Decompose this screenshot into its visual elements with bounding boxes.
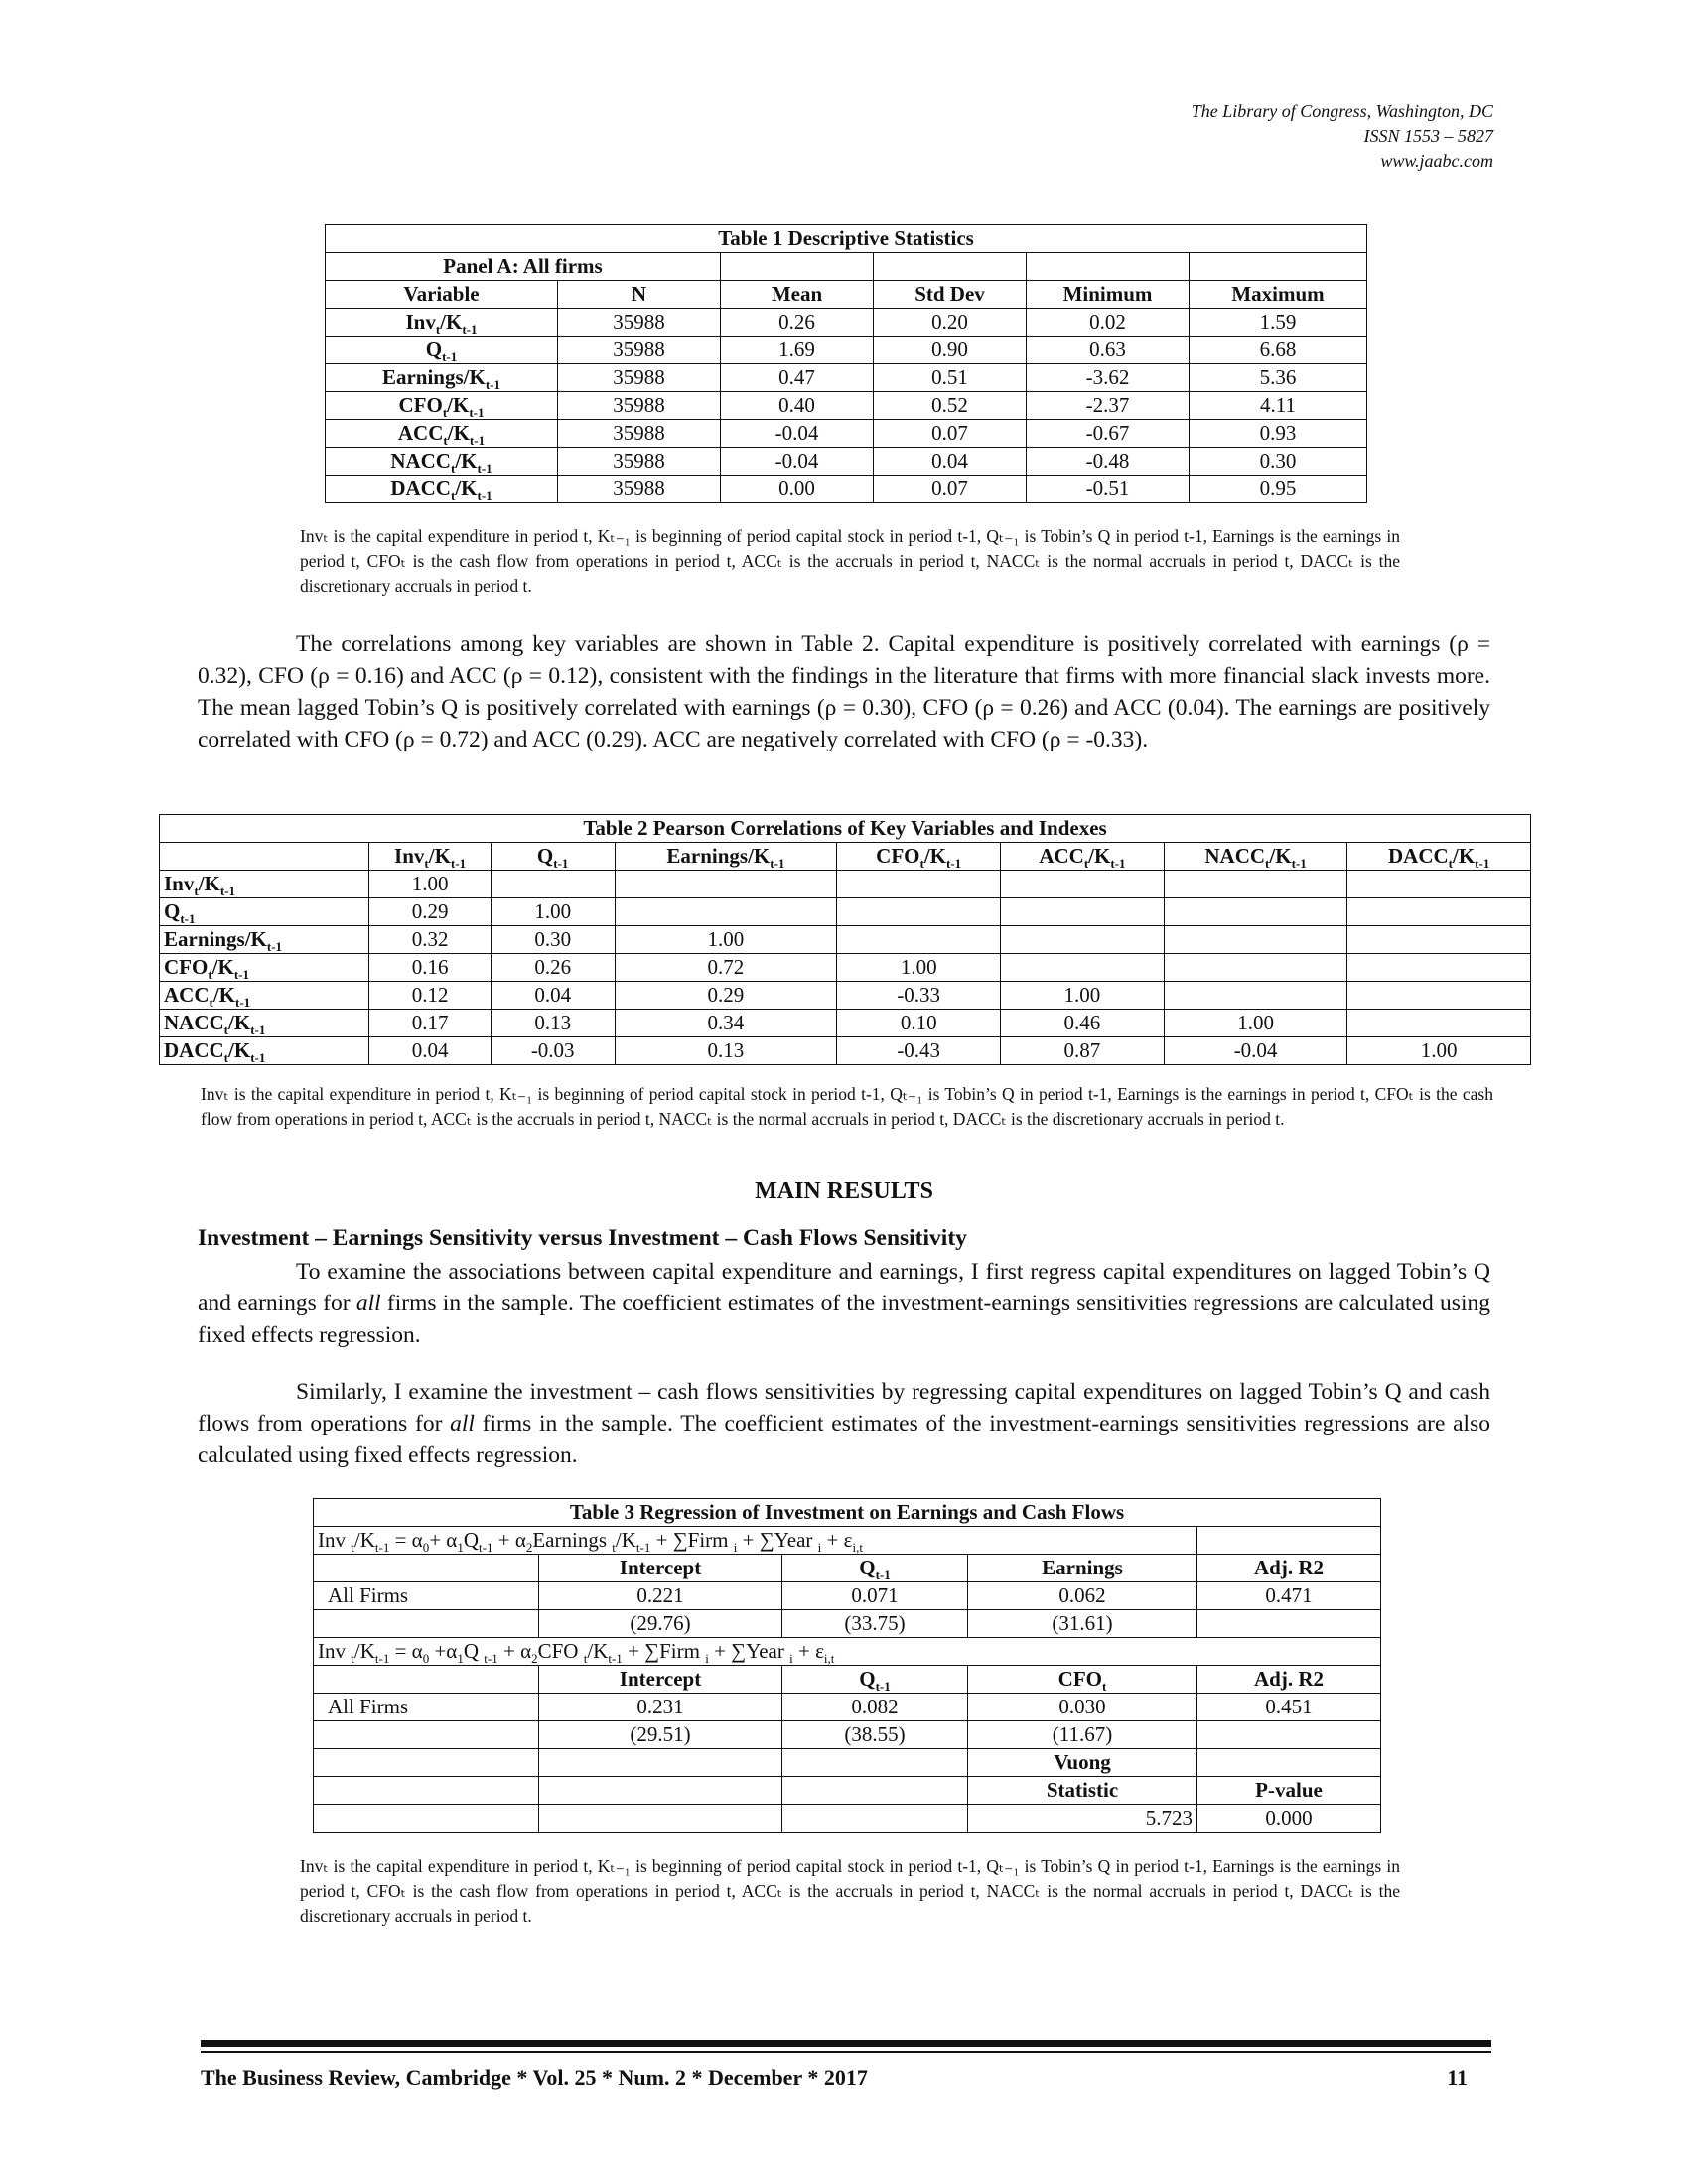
t3-cell: 0.471 <box>1197 1582 1381 1610</box>
footer-journal: The Business Review, Cambridge * Vol. 25 * Num. 2 * December * 2017 <box>201 2065 868 2090</box>
table-1-cell: 35988 <box>558 420 721 448</box>
t3-tstat: (31.61) <box>968 1610 1197 1638</box>
table-2-row-header: $ACC_t/K_{t-1}$ <box>160 982 369 1010</box>
table-row <box>326 448 1367 476</box>
para3-emphasis: all <box>450 1411 475 1436</box>
table-1-variable: $Q_{t-1}$ <box>326 337 558 364</box>
t3-row-label: All Firms <box>314 1694 539 1721</box>
table-1-cell: 1.59 <box>1190 309 1367 337</box>
table-1-cell: 0.26 <box>721 309 874 337</box>
table-1-cell: 0.30 <box>1190 448 1367 476</box>
table-row <box>160 926 1531 954</box>
table-1-cell: 35988 <box>558 392 721 420</box>
table-1-cell: -0.04 <box>721 420 874 448</box>
page-number: 11 <box>1447 2065 1468 2090</box>
t3-cell: 0.062 <box>968 1582 1197 1610</box>
table-1-cell: 0.04 <box>874 448 1027 476</box>
table-2-cell <box>1164 898 1347 926</box>
table-2-cell <box>615 871 837 898</box>
table-1-col-header: Minimum <box>1027 281 1190 309</box>
table-1-variable: Earnings/$K_{t-1}$ <box>326 364 558 392</box>
table-2-cell: 0.32 <box>369 926 492 954</box>
footer-rule-thin <box>201 2051 1491 2053</box>
table-2-cell: 0.16 <box>369 954 492 982</box>
table-2-cell <box>1164 871 1347 898</box>
table-2-cell <box>1347 982 1531 1010</box>
table-row <box>160 954 1531 982</box>
table-2-cell <box>491 871 615 898</box>
table-2-cell: 0.30 <box>491 926 615 954</box>
table-2-col-header: $Inv_t/K_{t-1}$ <box>369 843 492 871</box>
table-1-panel: Panel A: All firms <box>326 253 721 281</box>
table-row <box>160 871 1531 898</box>
table-2-row-header: $CFO_t/K_{t-1}$ <box>160 954 369 982</box>
table-2-cell <box>1001 926 1165 954</box>
table-2-cell: -0.04 <box>1164 1037 1347 1065</box>
table-2-col-header: $Q_{t-1}$ <box>491 843 615 871</box>
table-2-cell: 1.00 <box>1347 1037 1531 1065</box>
table-row <box>160 1037 1531 1065</box>
t3-cell: 0.082 <box>782 1694 968 1721</box>
journal-header <box>1192 99 1493 174</box>
table-3-equation-cfo: Inv $_t/K_{t-1} = \alpha_0 +\alpha_1Q$ $_{t-1} + \alpha_2CFO$ $_t/K_{t-1}$ + ∑Firm $_i$ + ∑Year $_i + \varepsilon_{i,t}$ <box>314 1638 1381 1666</box>
table-1-cell: 0.02 <box>1027 309 1190 337</box>
table-1-cell: 4.11 <box>1190 392 1367 420</box>
table-1-cell: 0.40 <box>721 392 874 420</box>
table-row <box>326 392 1367 420</box>
t3-cell: 0.221 <box>539 1582 782 1610</box>
table-2-cell: -0.33 <box>837 982 1001 1010</box>
table-2-pearson-correlations <box>159 814 1531 1065</box>
table-2-cell: 1.00 <box>1001 982 1165 1010</box>
table-1-cell: 35988 <box>558 448 721 476</box>
table-2-cell: -0.43 <box>837 1037 1001 1065</box>
page-footer <box>201 2065 1491 2091</box>
t3-cell: 0.030 <box>968 1694 1197 1721</box>
table-2-row-header: $NACC_t/K_{t-1}$ <box>160 1010 369 1037</box>
table-1-cell: 0.00 <box>721 476 874 503</box>
table-1-col-header: N <box>558 281 721 309</box>
para3-text-b: firms in the sample. The coefficient estimates of the investment-earnings sensitivities regressions are also calculated using fixed effects regression. <box>198 1411 1490 1468</box>
table-2-cell: 0.29 <box>615 982 837 1010</box>
table-2-col-header: $CFO_t/K_{t-1}$ <box>837 843 1001 871</box>
table-2-cell: 0.12 <box>369 982 492 1010</box>
table-2-cell <box>837 926 1001 954</box>
section-heading-main-results: MAIN RESULTS <box>755 1178 933 1204</box>
table-3-regression <box>313 1498 1381 1833</box>
table-2-col-header: $DACC_t/K_{t-1}$ <box>1347 843 1531 871</box>
table-2-cell <box>1164 982 1347 1010</box>
t3-cell: 0.071 <box>782 1582 968 1610</box>
t3-header-q: $Q_{t-1}$ <box>782 1555 968 1582</box>
table-1-cell: 0.63 <box>1027 337 1190 364</box>
table-2-col-header: $NACC_t/K_{t-1}$ <box>1164 843 1347 871</box>
table-2-cell: 0.17 <box>369 1010 492 1037</box>
t3-statistic-label: Statistic <box>968 1777 1197 1805</box>
table-2-col-header: Earnings/$K_{t-1}$ <box>615 843 837 871</box>
t3-tstat: (29.76) <box>539 1610 782 1638</box>
table-2-cell: 1.00 <box>615 926 837 954</box>
table-1-cell: 0.47 <box>721 364 874 392</box>
table-2-cell: 1.00 <box>1164 1010 1347 1037</box>
table-row <box>326 476 1367 503</box>
table-2-cell: 1.00 <box>837 954 1001 982</box>
table-2-col-header: $ACC_t/K_{t-1}$ <box>1001 843 1165 871</box>
paragraph-correlations <box>198 628 1490 755</box>
table-row <box>326 364 1367 392</box>
table-2-cell <box>1347 871 1531 898</box>
table-2-cell: 0.26 <box>491 954 615 982</box>
t3-vuong-value: 5.723 <box>968 1805 1197 1833</box>
table-2-cell <box>1164 954 1347 982</box>
table-2-cell <box>1001 871 1165 898</box>
table-1-cell: -2.37 <box>1027 392 1190 420</box>
table-1-variable: $DACC_t/K_{t-1}$ <box>326 476 558 503</box>
table-2-cell: 0.04 <box>491 982 615 1010</box>
table-1-cell: 0.95 <box>1190 476 1367 503</box>
t3-pvalue: 0.000 <box>1197 1805 1381 1833</box>
table-2-cell: 0.87 <box>1001 1037 1165 1065</box>
para2-text-a: To examine the associations between capital expenditure and earnings, I first regress capital expenditures on lagged Tobin’s Q and earnings for <box>198 1259 1490 1316</box>
table-1-col-header: Variable <box>326 281 558 309</box>
table-2-cell <box>1347 926 1531 954</box>
table-1-cell: 0.51 <box>874 364 1027 392</box>
table-2-cell: 1.00 <box>491 898 615 926</box>
table-1-variable: $NACC_t/K_{t-1}$ <box>326 448 558 476</box>
table-2-cell: 0.13 <box>491 1010 615 1037</box>
table-row <box>160 1010 1531 1037</box>
table-2-cell: 0.10 <box>837 1010 1001 1037</box>
header-line-3: www.jaabc.com <box>1380 151 1493 171</box>
t3-cell: 0.451 <box>1197 1694 1381 1721</box>
table-1-cell: 0.20 <box>874 309 1027 337</box>
t3-row-label: All Firms <box>314 1582 539 1610</box>
table-1-cell: 35988 <box>558 309 721 337</box>
table-1-cell: 5.36 <box>1190 364 1367 392</box>
table-row <box>326 337 1367 364</box>
para3-text-a: Similarly, I examine the investment – cash flows sensitivities by regressing capital expenditures on lagged Tobin’s Q and cash flows from operations for <box>198 1379 1490 1436</box>
table-2-cell: 0.72 <box>615 954 837 982</box>
table-1-cell: 1.69 <box>721 337 874 364</box>
t3-tstat: (29.51) <box>539 1721 782 1749</box>
table-row <box>160 898 1531 926</box>
table-2-row-header: $DACC_t/K_{t-1}$ <box>160 1037 369 1065</box>
t3-header-adj-r2: Adj. R2 <box>1197 1666 1381 1694</box>
table-2-cell <box>1001 954 1165 982</box>
paragraph-investment-earnings <box>198 1256 1490 1351</box>
footer-rule <box>201 2040 1491 2047</box>
table-2-row-header: $Q_{t-1}$ <box>160 898 369 926</box>
t3-tstat: (38.55) <box>782 1721 968 1749</box>
table-1-descriptive-statistics <box>325 224 1367 503</box>
t3-header-earnings: Earnings <box>968 1555 1197 1582</box>
table-1-cell: 0.07 <box>874 420 1027 448</box>
table-1-col-header: Mean <box>721 281 874 309</box>
table-2-cell: 0.13 <box>615 1037 837 1065</box>
t3-header-intercept: Intercept <box>539 1555 782 1582</box>
header-line-1: The Library of Congress, Washington, DC <box>1191 101 1493 121</box>
t3-header-intercept: Intercept <box>539 1666 782 1694</box>
table-2-cell <box>1347 898 1531 926</box>
table-2-row-header: Earnings/$K_{t-1}$ <box>160 926 369 954</box>
table-1-variable: $Inv_t/K_{t-1}$ <box>326 309 558 337</box>
table-1-variable: $ACC_t/K_{t-1}$ <box>326 420 558 448</box>
t3-tstat: (33.75) <box>782 1610 968 1638</box>
header-line-2: ISSN 1553 – 5827 <box>1363 126 1493 146</box>
table-1-cell: 0.93 <box>1190 420 1367 448</box>
table-1-cell: -0.04 <box>721 448 874 476</box>
table-3-title: Table 3 Regression of Investment on Earnings and Cash Flows <box>314 1499 1381 1527</box>
table-1-cell: 6.68 <box>1190 337 1367 364</box>
table-2-cell: 0.34 <box>615 1010 837 1037</box>
table-1-col-header: Maximum <box>1190 281 1367 309</box>
table-1-cell: -0.48 <box>1027 448 1190 476</box>
table-2-note: Invₜ is the capital expenditure in period t, Kₜ₋₁ is beginning of period capital stock in period t-1, Qₜ₋₁ is Tobin’s Q in period t-1, Earnings is the earnings in period t, CFOₜ is the cash flow from operations in period t, ACCₜ is the accruals in period t, NACCₜ is the normal accruals in period t, DACCₜ is the discretionary accruals in period t. <box>201 1084 1493 1129</box>
table-2-cell <box>1164 926 1347 954</box>
t3-header-adj-r2: Adj. R2 <box>1197 1555 1381 1582</box>
table-1-cell: 0.90 <box>874 337 1027 364</box>
subsection-heading: Investment – Earnings Sensitivity versus Investment – Cash Flows Sensitivity <box>198 1225 967 1251</box>
table-2-cell: -0.03 <box>491 1037 615 1065</box>
table-2-row-header: $Inv_t/K_{t-1}$ <box>160 871 369 898</box>
table-1-cell: -3.62 <box>1027 364 1190 392</box>
table-2-cell <box>837 898 1001 926</box>
t3-vuong-label: Vuong <box>968 1749 1197 1777</box>
paragraph-correlations-text: The correlations among key variables are shown in Table 2. Capital expenditure is positively correlated with earnings (ρ = 0.32), CFO (ρ = 0.16) and ACC (ρ = 0.12), consistent with the findings in the literature that firms with more financial slack invests more. The mean lagged Tobin’s Q is positively correlated with earnings (ρ = 0.30), CFO (ρ = 0.26) and ACC (0.04). The earnings are positively correlated with CFO (ρ = 0.72) and ACC (0.29). ACC are negatively correlated with CFO (ρ = -0.33). <box>198 631 1490 752</box>
table-2-cell <box>615 898 837 926</box>
table-1-note: Invₜ is the capital expenditure in period t, Kₜ₋₁ is beginning of period capital stock in period t-1, Qₜ₋₁ is Tobin’s Q in period t-1, Earnings is the earnings in period t, CFOₜ is the cash flow from operations in period t, ACCₜ is the accruals in period t, NACCₜ is the normal accruals in period t, DACCₜ is the discretionary accruals in period t. <box>300 526 1400 596</box>
table-2-cell: 0.04 <box>369 1037 492 1065</box>
table-1-cell: 35988 <box>558 364 721 392</box>
table-1-cell: 35988 <box>558 476 721 503</box>
t3-tstat: (11.67) <box>968 1721 1197 1749</box>
table-2-cell: 1.00 <box>369 871 492 898</box>
paragraph-investment-cashflows <box>198 1376 1490 1471</box>
t3-cell: 0.231 <box>539 1694 782 1721</box>
table-3-equation-earnings: Inv $_t/K_{t-1} = \alpha_0+ \alpha_1Q_{t-1}$ + $\alpha_2Earnings$ $_t/K_{t-1}$ + ∑Firm $_i$ + ∑Year $_i + \varepsilon_{i,t}$ <box>314 1527 1197 1555</box>
table-1-cell: -0.51 <box>1027 476 1190 503</box>
para2-text-b: firms in the sample. The coefficient estimates of the investment-earnings sensitivities regressions are calculated using fixed effects regression. <box>198 1291 1490 1348</box>
para2-emphasis: all <box>355 1291 381 1316</box>
table-2-cell <box>837 871 1001 898</box>
table-2-cell <box>1347 1010 1531 1037</box>
t3-pvalue-label: P-value <box>1197 1777 1381 1805</box>
table-2-cell <box>1347 954 1531 982</box>
table-1-cell: 0.52 <box>874 392 1027 420</box>
table-3-note: Invₜ is the capital expenditure in period t, Kₜ₋₁ is beginning of period capital stock in period t-1, Qₜ₋₁ is Tobin’s Q in period t-1, Earnings is the earnings in period t, CFOₜ is the cash flow from operations in period t, ACCₜ is the accruals in period t, NACCₜ is the normal accruals in period t, DACCₜ is the discretionary accruals in period t. <box>300 1856 1400 1926</box>
table-2-cell <box>1001 898 1165 926</box>
table-1-title: Table 1 Descriptive Statistics <box>326 225 1367 253</box>
table-1-cell: 0.07 <box>874 476 1027 503</box>
table-2-title: Table 2 Pearson Correlations of Key Variables and Indexes <box>160 815 1531 843</box>
table-1-variable: $CFO_t/K_{t-1}$ <box>326 392 558 420</box>
table-1-cell: -0.67 <box>1027 420 1190 448</box>
table-1-col-header: Std Dev <box>874 281 1027 309</box>
table-row <box>326 420 1367 448</box>
table-2-cell: 0.29 <box>369 898 492 926</box>
table-row <box>326 309 1367 337</box>
table-row <box>160 982 1531 1010</box>
table-2-cell: 0.46 <box>1001 1010 1165 1037</box>
t3-header-q: $Q_{t-1}$ <box>782 1666 968 1694</box>
t3-header-cfo: $CFO_t$ <box>968 1666 1197 1694</box>
table-1-cell: 35988 <box>558 337 721 364</box>
